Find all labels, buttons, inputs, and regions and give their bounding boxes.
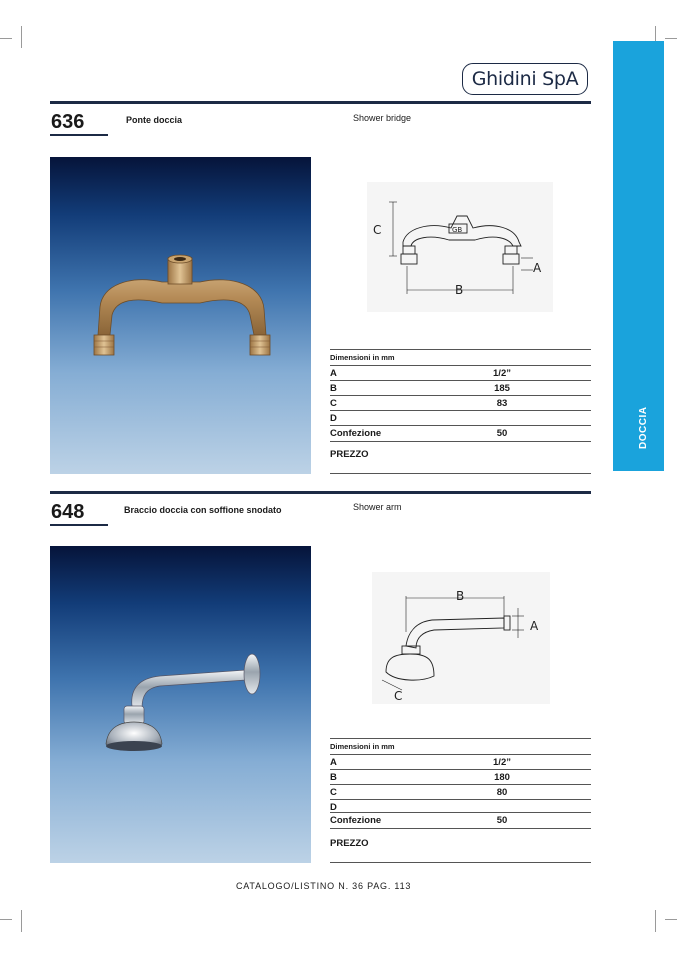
product-photo [50,546,311,863]
crop-mark [655,910,656,932]
spec-key: Confezione [330,815,382,826]
spec-key: D [330,802,337,813]
dim-label: A [533,261,542,275]
spec-value: 50 [496,815,508,826]
crop-mark [21,910,22,932]
technical-drawing [367,182,553,312]
spec-key: B [330,772,337,783]
price-label: PREZZO [330,449,369,460]
technical-drawing [372,572,550,704]
specs-header: Dimensioni in mm [330,742,395,751]
spec-value: 1/2” [493,368,511,379]
specs-table-top-rule [330,738,591,739]
shower-bridge-image [50,157,311,474]
dim-label: C [373,223,382,237]
spec-key: D [330,413,337,424]
page-footer: CATALOGO/LISTINO N. 36 PAG. 113 [236,881,412,891]
code-underline [50,134,108,136]
spec-value: 1/2” [493,757,511,768]
spec-key: B [330,383,337,394]
section-rule [50,491,591,494]
spec-row [330,380,591,396]
spec-key: A [330,757,337,768]
spec-value: 50 [496,428,508,439]
spec-row [330,784,591,800]
crop-mark [21,26,22,48]
section-tab[interactable] [613,41,664,471]
crop-mark [0,919,12,920]
spec-row [330,425,591,442]
crop-mark [0,38,12,39]
product-name-it: Ponte doccia [126,115,183,125]
crop-mark [665,38,677,39]
product-name-en: Shower arm [353,502,402,512]
code-underline [50,524,108,526]
section-tab-label-wrap [613,41,664,471]
section-rule [50,101,591,104]
svg-text:GB: GB [452,226,463,234]
product-code: 648 [51,501,85,523]
spec-key: Confezione [330,428,382,439]
crop-mark [665,919,677,920]
product-photo [50,157,311,474]
spec-key: C [330,787,337,798]
dim-label: B [455,283,464,297]
shower-arm-image [50,546,311,863]
specs-header: Dimensioni in mm [330,353,395,362]
brand-logo: Ghidini SpA [462,63,588,95]
section-tab-label: DOCCIA [638,406,649,449]
specs-table-top-rule [330,349,591,350]
price-rule [330,473,591,474]
spec-row [330,365,591,381]
spec-row [330,395,591,411]
spec-row [330,410,591,426]
spec-key: A [330,368,337,379]
dim-label: C [394,689,403,703]
product-code: 636 [51,111,85,133]
dim-label: B [456,589,465,603]
product-name-en: Shower bridge [353,113,412,123]
spec-value: 80 [496,787,508,798]
spec-row [330,812,591,829]
price-rule [330,862,591,863]
price-label: PREZZO [330,838,369,849]
spec-row [330,754,591,770]
dim-label: A [530,619,539,633]
spec-value: 83 [496,398,508,409]
spec-value: 180 [494,772,510,783]
spec-value: 185 [494,383,510,394]
spec-row [330,769,591,785]
spec-key: C [330,398,337,409]
product-name-it: Braccio doccia con soffione snodato [124,505,282,515]
